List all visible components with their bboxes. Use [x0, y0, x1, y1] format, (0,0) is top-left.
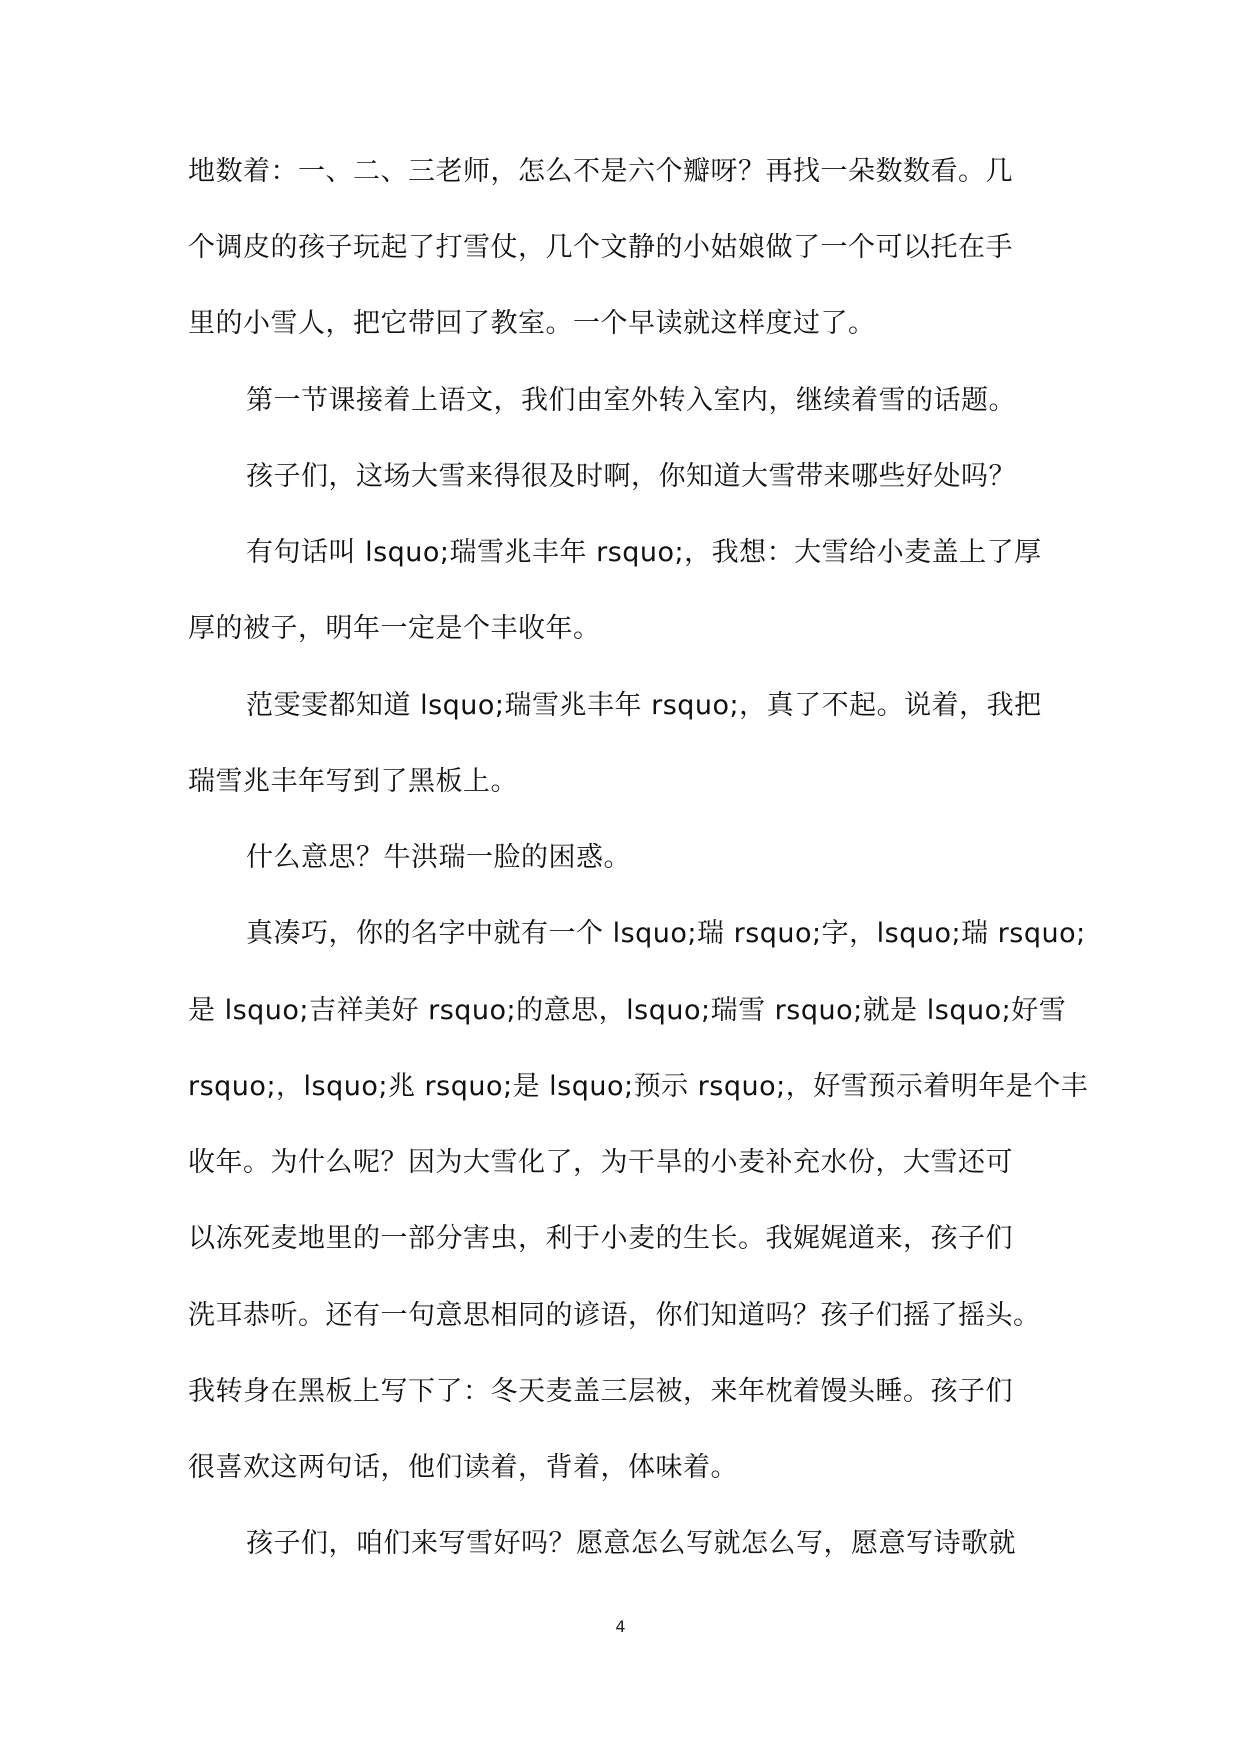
- paragraph-start-line: 孩子们，这场大雪来得很及时啊，你知道大雪带来哪些好处吗？: [246, 461, 1016, 492]
- text-line: 我转身在黑板上写下了：冬天麦盖三层被，来年枕着馒头睡。孩子们: [188, 1376, 1013, 1407]
- text-line: 瑞雪兆丰年写到了黑板上。: [188, 766, 518, 797]
- text-line: 个调皮的孩子玩起了打雪仗，几个文静的小姑娘做了一个可以托在手: [188, 232, 1013, 263]
- paragraph-start-line: 什么意思？牛洪瑞一脸的困惑。: [246, 842, 631, 873]
- paragraph-start-line: 有句话叫 lsquo;瑞雪兆丰年 rsquo;，我想：大雪给小麦盖上了厚: [246, 537, 1042, 568]
- text-line: 厚的被子，明年一定是个丰收年。: [188, 613, 601, 644]
- paragraph-start-line: 范雯雯都知道 lsquo;瑞雪兆丰年 rsquo;，真了不起。说着，我把: [246, 690, 1042, 721]
- page-number: 4: [615, 1617, 626, 1636]
- paragraph-start-line: 真凑巧，你的名字中就有一个 lsquo;瑞 rsquo;字，lsquo;瑞 rsquo;: [246, 918, 1086, 949]
- text-line: 以冻死麦地里的一部分害虫，利于小麦的生长。我娓娓道来，孩子们: [188, 1223, 1013, 1254]
- text-line: 很喜欢这两句话，他们读着，背着，体味着。: [188, 1452, 738, 1483]
- text-line: rsquo;，lsquo;兆 rsquo;是 lsquo;预示 rsquo;，好雪预示着明年是个丰: [188, 1071, 1089, 1102]
- paragraph-start-line: 孩子们，咱们来写雪好吗？愿意怎么写就怎么写，愿意写诗歌就: [246, 1528, 1016, 1559]
- paragraph-start-line: 第一节课接着上语文，我们由室外转入室内，继续着雪的话题。: [246, 385, 1016, 416]
- text-line: 是 lsquo;吉祥美好 rsquo;的意思，lsquo;瑞雪 rsquo;就是 lsquo;好雪: [188, 995, 1067, 1026]
- text-line: 地数着：一、二、三老师，怎么不是六个瓣呀？再找一朵数数看。几: [188, 156, 1013, 187]
- text-line: 洗耳恭听。还有一句意思相同的谚语，你们知道吗？孩子们摇了摇头。: [188, 1300, 1041, 1331]
- text-line: 收年。为什么呢？因为大雪化了，为干旱的小麦补充水份，大雪还可: [188, 1147, 1013, 1178]
- text-line: 里的小雪人，把它带回了教室。一个早读就这样度过了。: [188, 308, 876, 339]
